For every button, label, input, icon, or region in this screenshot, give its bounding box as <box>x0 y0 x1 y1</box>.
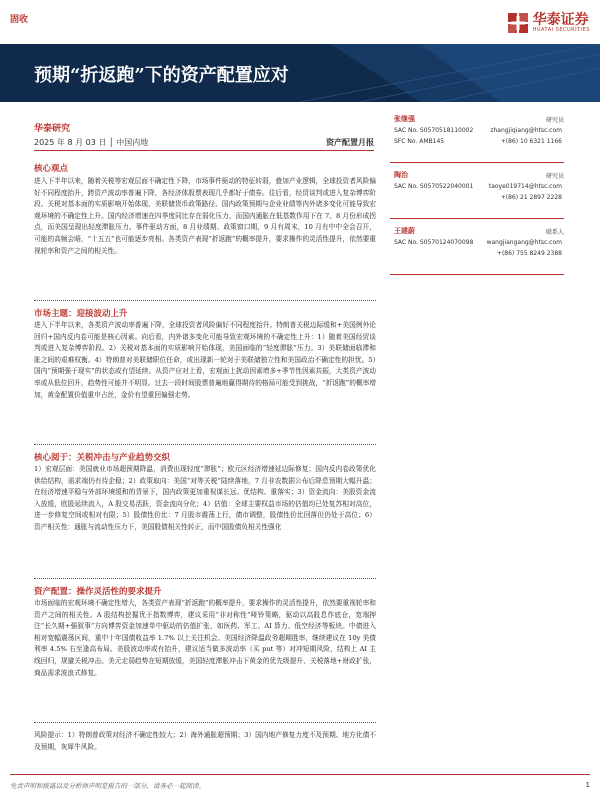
report-title: 预期“折返跑”下的资产配置应对 <box>34 65 289 86</box>
logo-text-en: HUATAI SECURITIES <box>532 27 590 33</box>
meta-line <box>34 137 374 148</box>
footer-disclaimer: 免责声明和披露以及分析师声明是报告的一部分，请务必一起阅读。 <box>10 782 205 790</box>
section-divider <box>34 722 376 723</box>
analyst-phone: +(86) 21 2897 2228 <box>500 194 562 201</box>
analyst-role: 研究员 <box>545 117 564 124</box>
analyst-phone: +(86) 755 8249 2388 <box>496 250 562 257</box>
focus-paragraph: 1）宏观层面：美国就业市场超预期降温，消费出现轻度“滞胀”；欧元区经济增速延边际修复；国内反内卷政策优化供给结构，需求端仍有待企稳；2）政策取向：美国“对等关税”陆续落地，7 月非农数据公布后降息预期大幅升温；在经济增速平稳与外部环境缓和的背景下，国内政策更加重视谋长远、优结构、重落实；3）资金流向：美股资金流入放缓，欧股延续流入，A 股交易活跃，资金流向分化；4）估值：全球主要权益市场的估值均已处复苏相对高位，进一步修复空间或相对有限；5）股债性价比：7 月股市震荡上行，债市调整，股债性价比回落但仍处于高位；6）资产相关性：通胀与流动性压力下，美国股债相关性转正，而中国股债负相关性强化 <box>34 465 376 531</box>
section-divider <box>34 578 376 579</box>
report-type: 资产配置月报 <box>326 138 374 147</box>
section-title-market: 市场主题：迎接波动上升 <box>34 309 128 319</box>
analyst-sac: SAC No. S0570522040001 <box>394 183 474 190</box>
config-paragraph: 市场面临的宏观环境不确定性增大，各类资产表现“折返跑”的概率提升，要求操作的灵活性提升，依然要重视轮率和资产之间的相关性。A 股结构挖掘优于指数博弈，建议采用“非对称性”哑铃策略，驱动以高股息作底仓，宽端押注“长久期+强叙事”方向博弈资金加速单中驱动的估值扩张，如医药、军工、AI 算力、低空经济等板块。中债进入相对宽幅震荡区间，重中十年国债收益率 1.7% 以上关注机会。美国经济降温政务超期胜率，继续建议在 10y 美债利率 4.5% 右至逢高布局。美股波动率或有抬升，建议适当做多波动率（买 put 等）对冲短期风险，结构上 AI 主线回归，规避关税冲击。美元走弱趋势在短期放缓，美国轻度滞胀冲击下黄金的优先级提升，关税落地+财政扩张，商品需求波浪式修复。 <box>34 599 376 677</box>
analyst-sac: SAC No. S0570124070098 <box>394 239 474 246</box>
section-divider <box>34 444 376 445</box>
analyst-name: 陶治 <box>394 171 408 179</box>
section-title-focus: 核心阅于：关税冲击与产业趋势交织 <box>34 453 171 463</box>
company-logo <box>507 12 590 34</box>
analyst-phone: +(86) 10 6321 1166 <box>500 138 562 145</box>
huatai-logo-icon <box>507 12 529 34</box>
analyst-role: 联系人 <box>545 229 564 236</box>
footer-divider <box>10 774 590 775</box>
core-paragraph: 进入下半年以来，随着关税等宏观层面不确定性下降，市场事件驱动的特征转弱，叠加产业逻辑，全球投资者风险偏好不同程度抬升，跨资产波动率普遍下降，各经济体股票表现几乎都好于债券。往后看，经贸谈判或进入复杂博弈阶段、关税对基本面的实质影响开始体现、美联储货币政策路径、国内政策预期与企业业绩等内外诸多变化可能导致宏观环境的不确定性上升。国内经济增速在四季度同比存在弱化压力，而国内通胀在低基数作用下在 7、8 月份形成拐点，而美国呈现出轻度滞胀压力。事件驱动方面，8 月业绩期、政策窗口期，9 月有周末，10 月有中中全会召开，可能的高频会晤，“十五五”也可能逐步亮相。各类资产表现“折返跑”的概率提升，要求操作的灵活性提升，依然要重视轮率和资产之间的相关性。 <box>34 177 376 255</box>
section-title-config: 资产配置：操作灵活性的要求提升 <box>34 587 162 597</box>
section-title-core: 核心观点 <box>34 164 69 174</box>
analyst-panel <box>390 112 564 280</box>
report-category-tag: 固收 <box>10 15 29 25</box>
analyst-name: 张继强 <box>394 115 415 123</box>
analyst-card <box>390 224 564 275</box>
research-org: 华泰研究 <box>34 124 71 134</box>
analyst-card <box>390 112 564 163</box>
analyst-name: 王建蔚 <box>394 227 415 235</box>
market-paragraph: 进入下半年以来，各类资产波动率普遍下降，全球投资者风险偏好不同程度抬升。特朗普关税边际缓和+美国例外论回归+国内反内卷可能是核心因素。向后看，内外诸多变化可能导致宏观环境的不确定性上升：1）随着美国经贸谈判或进入复杂博弈阶段。2）关税对基本面的实质影响开始体现，美国面临的“轻度滞胀”压力。3）美联储面临滞和胀之间的艰难权衡。4）特朗普对美联储职位任命，或出现新一轮对于美联储独立性和美国政治不确定性的担忧。5）国内“预期强于现实”的状态或有望延续。从资产应对上看，宏观面上扰动因素增多+季节性因素共振，大类资产波动率或从低位回升，趋势性可能并不明显。过去一段时间股票普遍地赢得期待的格局可能受到挑战，“折返跑”的概率增加，黄金配置价值重申占丝，金价有望重回偏强走势。 <box>34 321 376 399</box>
analyst-email[interactable]: zhangjiqiang@htsc.com <box>490 127 562 134</box>
analyst-email[interactable]: wangjiangang@htsc.com <box>486 239 562 246</box>
meta-divider <box>34 150 374 151</box>
page-number: 1 <box>585 781 590 789</box>
section-divider <box>34 300 376 301</box>
analyst-email[interactable]: taoye019714@htsc.com <box>488 183 562 190</box>
analyst-card <box>390 168 564 219</box>
analyst-sfc: SFC No. AMB145 <box>394 138 445 145</box>
analyst-role: 研究员 <box>545 173 564 180</box>
logo-text-cn: 华泰证券 <box>532 12 589 28</box>
analyst-sac: SAC No. S0570518110002 <box>394 127 474 134</box>
report-date-region: 2025 年 8 月 03 日 │ 中国内地 <box>34 138 149 147</box>
risk-paragraph: 风险提示：1）特朗普政策对经济不确定性较大；2）海外通胀超预期；3）国内地产修复力度不及预期、地方化债不及预期，灰犀牛风险。 <box>34 731 376 751</box>
